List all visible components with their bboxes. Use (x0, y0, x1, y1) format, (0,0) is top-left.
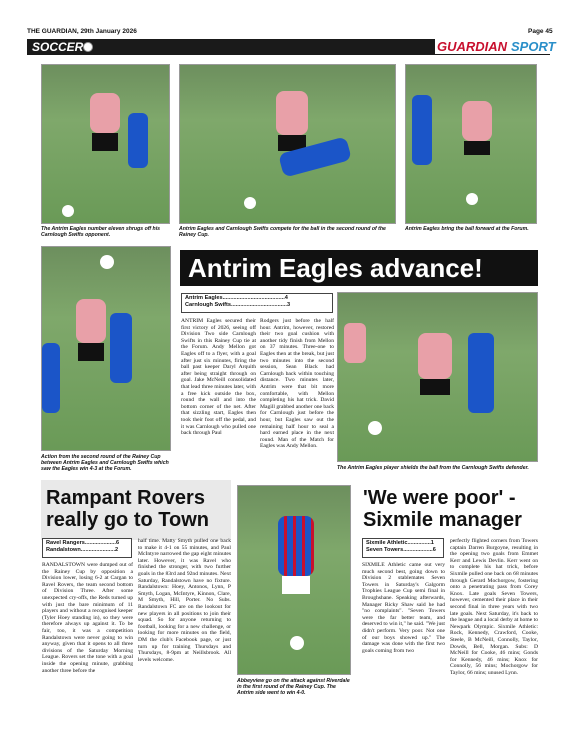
story3-headline-line-2: Sixmile manager (363, 509, 522, 531)
caption-5: The Antrim Eagles player shields the ball from the Carnlough Swifts defender. (337, 465, 529, 471)
score-line-1: Ravel Rangers....................6 (46, 540, 120, 546)
player-pink (76, 299, 106, 343)
player-striped (278, 516, 314, 576)
score-line-1: Antrim Eagles........................................4 (185, 295, 288, 301)
score-line-2: Carnlough Swifts....................................3 (185, 302, 291, 308)
photo-1 (41, 64, 170, 224)
player-blue (128, 113, 148, 168)
player-blue (412, 95, 432, 165)
player-shorts (78, 343, 104, 361)
score-line-1: Sixmile Athletic...............1 (366, 540, 434, 546)
player-shorts (92, 133, 118, 151)
photo-4 (41, 246, 171, 451)
story1-scoreline (181, 293, 333, 313)
player-shorts (282, 576, 310, 594)
player-pink (462, 101, 492, 141)
story3-column-2: perfectly flighted corners from Towers captain Darren Burgoyne, resulting in the opening two goals from Emmet Kerr and Lewis Devlin. Kerr went on to complete his hat trick, before Sixmile pulled one back on 68 minutes through Gerard Mochorgow, fostering onto a penetrating pass from Corey Knox. Late goals Seven Towers, however, cemented their place in their second final in three years with two late goals. Next Saturday, it's back to the league and a local derby at home to Newpark Olympic. Sixmile Athletic: Rock, Kennedy, Crawford, Cooke, Steele, B McNeill, Connolly, Taylor, Dowds, Bell, Morgan. Subs: D McNeill for Cooke, 46 mins; Gonds for Kennedy, 46 mins; Knox for Connolly, 56 mins; Mochorgow for Taylor, 66 mins; unused Lynn. (450, 538, 538, 676)
player-shorts (420, 379, 450, 395)
section-label: SOCCER (32, 40, 84, 54)
match-ball (466, 193, 478, 205)
photo-6 (237, 485, 351, 675)
brand-logo-sport: SPORT (511, 39, 556, 54)
story1-column-2: Rodgers just before the half hour. Antrim, however, restored their two goal cushion with another tidy finish from Mellon on 37 minutes. Three-one to Eagles then at the break, but just two minutes into the second session, Sean Black had Carnlough back within touching distance. Two minutes later, Antrim were that bit more comfortable, with Mellon completing his hat trick. David Magill grabbed another one back for Carnlough just before the hour, but Eagles saw out the remaining half hour to seal a hard earned place in the next round. Man of the Match for Eagles was Andy Mellon. (260, 318, 334, 450)
story3-scoreline (362, 538, 444, 558)
caption-1: The Antrim Eagles number eleven shrugs off his Carnlough Swifts opponent. (41, 226, 161, 239)
player-blue (468, 333, 494, 413)
caption-2: Antrim Eagles and Carnlough Swifts compete for the ball in the second round of the Rainey Cup. (179, 226, 386, 239)
story2-headline-line-2: really go to Town (46, 509, 209, 531)
story1-column-1: ANTRIM Eagles secured their first victory of 2026, seeing off Division Two side Carnlough Swifts in this Rainey Cup tie at the Forum. Andy Mellon got Eagles off to a flyer, with a goal after just six minutes, firing the ball past keeper Daryl Arquith after being straight through on goal. Jake McNeill consolidated that lead three minutes later, with a free kick outside the box, round the wall and into the bottom corner of the net. After that sizzling start, Eagles then took their foot off the pedal, and it was Carnlough who pulled one back through Paul (181, 318, 256, 437)
photo-3 (405, 64, 537, 224)
story3-column-1: SIXMILE Athletic came out very much second best, going down to Division 2 stablemates Seven Towers in Saturday's Galgorm Trophies League Cup semi final in Broughshane. Speaking afterwards, Manager Ricky Shaw said he had "no complaints". "Seven Towers were the far better team, and deserved to win it," he said. "We just didn't perform. Very poor. Not one of our boys showed up." The damage was done with the first two goals coming from two (362, 562, 445, 654)
caption-4: Action from the second round of the Rainey Cup between Antrim Eagles and Carnlough Swifts which saw the Eagles win 4-3 at the Forum. (41, 454, 169, 473)
photo-2 (179, 64, 396, 224)
score-line-2: Seven Towers...................6 (366, 547, 436, 553)
player-pink (276, 91, 308, 135)
match-ball (62, 205, 74, 217)
caption-3: Antrim Eagles bring the ball forward at the Forum. (405, 226, 529, 232)
player-blue-2 (42, 343, 60, 413)
match-ball (244, 197, 256, 209)
brand-logo (435, 39, 556, 54)
brand-logo-guardian: GUARDIAN (437, 39, 508, 54)
photo-5 (337, 292, 538, 462)
football-icon (83, 42, 93, 52)
story2-column-2: half time. Matty Smyth pulled one back to make it 4-1 on 55 minutes, and Paul McIntyre narrowed the gap eight minutes later. However, it was Ravel who finished the stronger, with two further goals in the 83rd and 92nd minutes. Next Saturday, Randalstown have no fixture. Randalstown: Hoey, Antonos, Lynn, P Smyth, Logan, McIntyre, Kinnon, Clare, M Smyth, Hill, Porter. No Subs. Randalstown FC are on the lookout for new players in all positions to join their squad. So for anyone returning to football, looking for a new challenge, or looking for more minutes on the field, DM the club's Facebook page, or just turn up for training Thursdays and Thursdays, 8-9pm at Neillsbrook. All levels welcome. (138, 538, 231, 663)
match-ball (290, 636, 304, 650)
story1-headline: Antrim Eagles advance! (180, 250, 538, 286)
story2-scoreline (42, 538, 132, 558)
player-pink (418, 333, 452, 379)
player-pink (90, 93, 120, 133)
player-shorts (464, 141, 490, 155)
page-number: Page 45 (528, 28, 553, 35)
player-pink-2 (344, 323, 366, 363)
newspaper-dateline: THE GUARDIAN, 29th January 2026 (27, 28, 137, 35)
caption-6: Abbeyview go on the attack against Riverdale in the first round of the Rainey Cup. The Antrim side went to win 4-0. (237, 678, 350, 697)
match-ball (368, 421, 382, 435)
score-line-2: Randalstown......................2 (46, 547, 119, 553)
player-blue (110, 313, 132, 383)
story3-headline-line-1: 'We were poor' - (363, 487, 516, 509)
match-ball (100, 255, 114, 269)
story2-column-1: RANDALSTOWN were dumped out of the Rainey Cup by opposition a Division lower, losing 6-2 at Cargan to Ravel Rovers, the team second bottom of Division Three. After some unexpected cry-offs, the Reds turned up with just the bare minimum of 11 players and without a recognised keeper (Tyler Hoey standing in), so they were therefore always up against it. To be fair, too, it was a competition Randalstown were never going to win anyway, given that it opens to all three divisions of the Saturday Morning League. Rovers set the tone with a goal inside the opening minute, grabbing another three before the (42, 562, 133, 674)
story2-headline-line-1: Rampant Rovers (46, 487, 205, 509)
